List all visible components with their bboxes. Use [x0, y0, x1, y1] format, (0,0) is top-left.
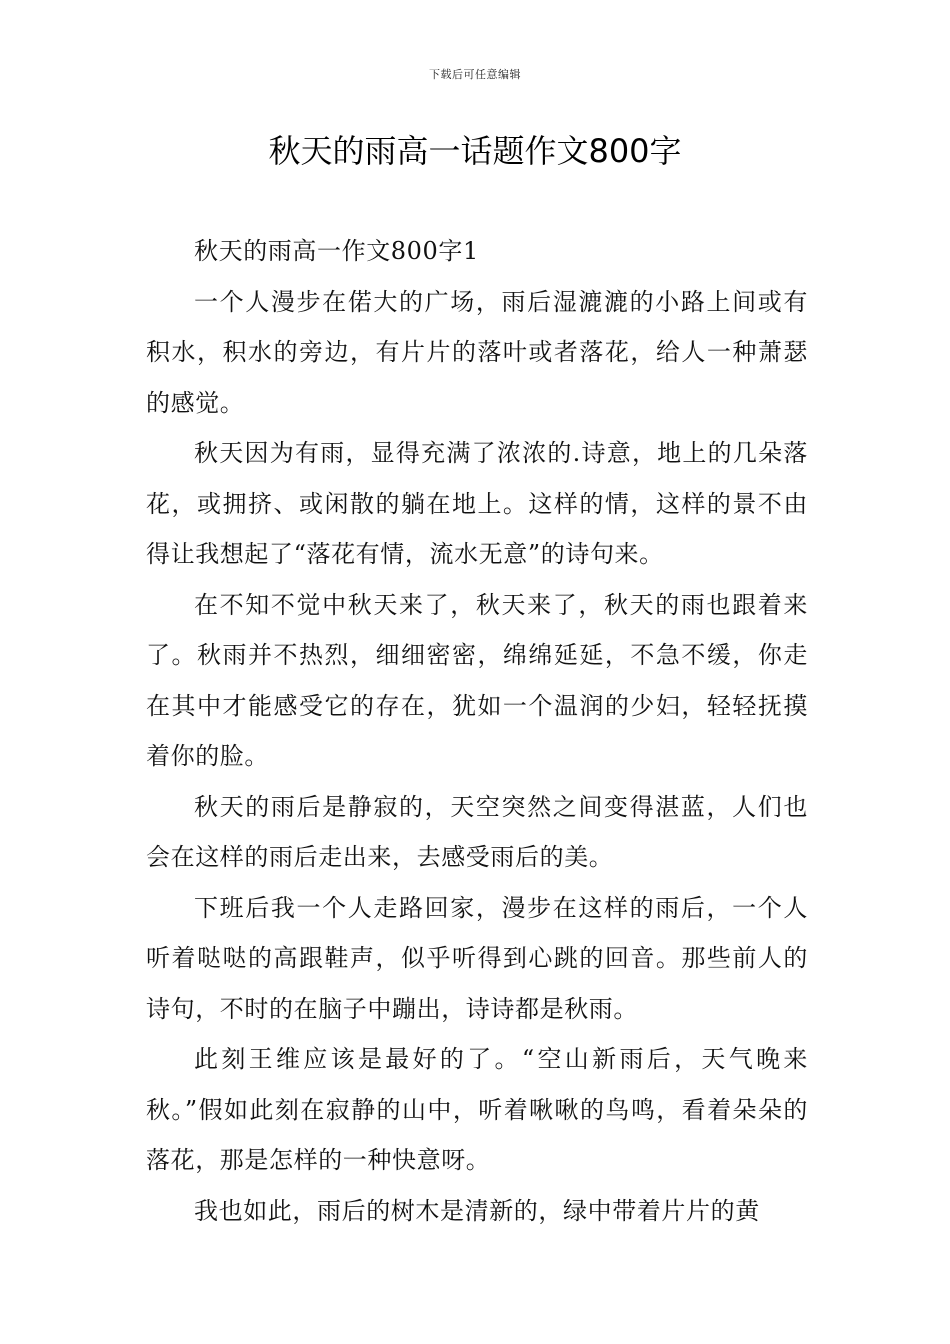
paragraph-1: 一个人漫步在偌大的广场，雨后湿漉漉的小路上间或有积水，积水的旁边，有片片的落叶或者落花，给人一种萧瑟的感觉。: [146, 287, 808, 417]
paragraph-7: 我也如此，雨后的树木是清新的，绿中带着片片的黄: [194, 1196, 760, 1225]
header-note: 下载后可任意编辑: [429, 68, 521, 81]
essay-subtitle: 秋天的雨高一作文800字1: [194, 237, 479, 265]
paragraph-3: 在不知不觉中秋天来了，秋天来了，秋天的雨也跟着来了。秋雨并不热烈，细细密密，绵绵延延，不急不缓，你走在其中才能感受它的存在，犹如一个温润的少妇，轻轻抚摸着你的脸。: [146, 590, 808, 770]
paragraph-6: 此刻王维应该是最好的了。“空山新雨后，天气晚来秋。”假如此刻在寂静的山中，听着啾啾的鸟鸣，看着朵朵的落花，那是怎样的一种快意呀。: [146, 1045, 808, 1174]
paragraph-5: 下班后我一个人走路回家，漫步在这样的雨后，一个人听着哒哒的高跟鞋声，似乎听得到心跳的回音。那些前人的诗句，不时的在脑子中蹦出，诗诗都是秋雨。: [146, 893, 808, 1023]
document-title: 秋天的雨高一话题作文800字: [268, 132, 682, 170]
paragraph-4: 秋天的雨后是静寂的，天空突然之间变得湛蓝，人们也会在这样的雨后走出来，去感受雨后的美。: [146, 792, 808, 871]
paragraph-2: 秋天因为有雨，显得充满了浓浓的.诗意，地上的几朵落花，或拥挤、或闲散的躺在地上。这样的情，这样的景不由得让我想起了“落花有情，流水无意”的诗句来。: [146, 439, 808, 568]
document-body: [146, 226, 808, 1236]
